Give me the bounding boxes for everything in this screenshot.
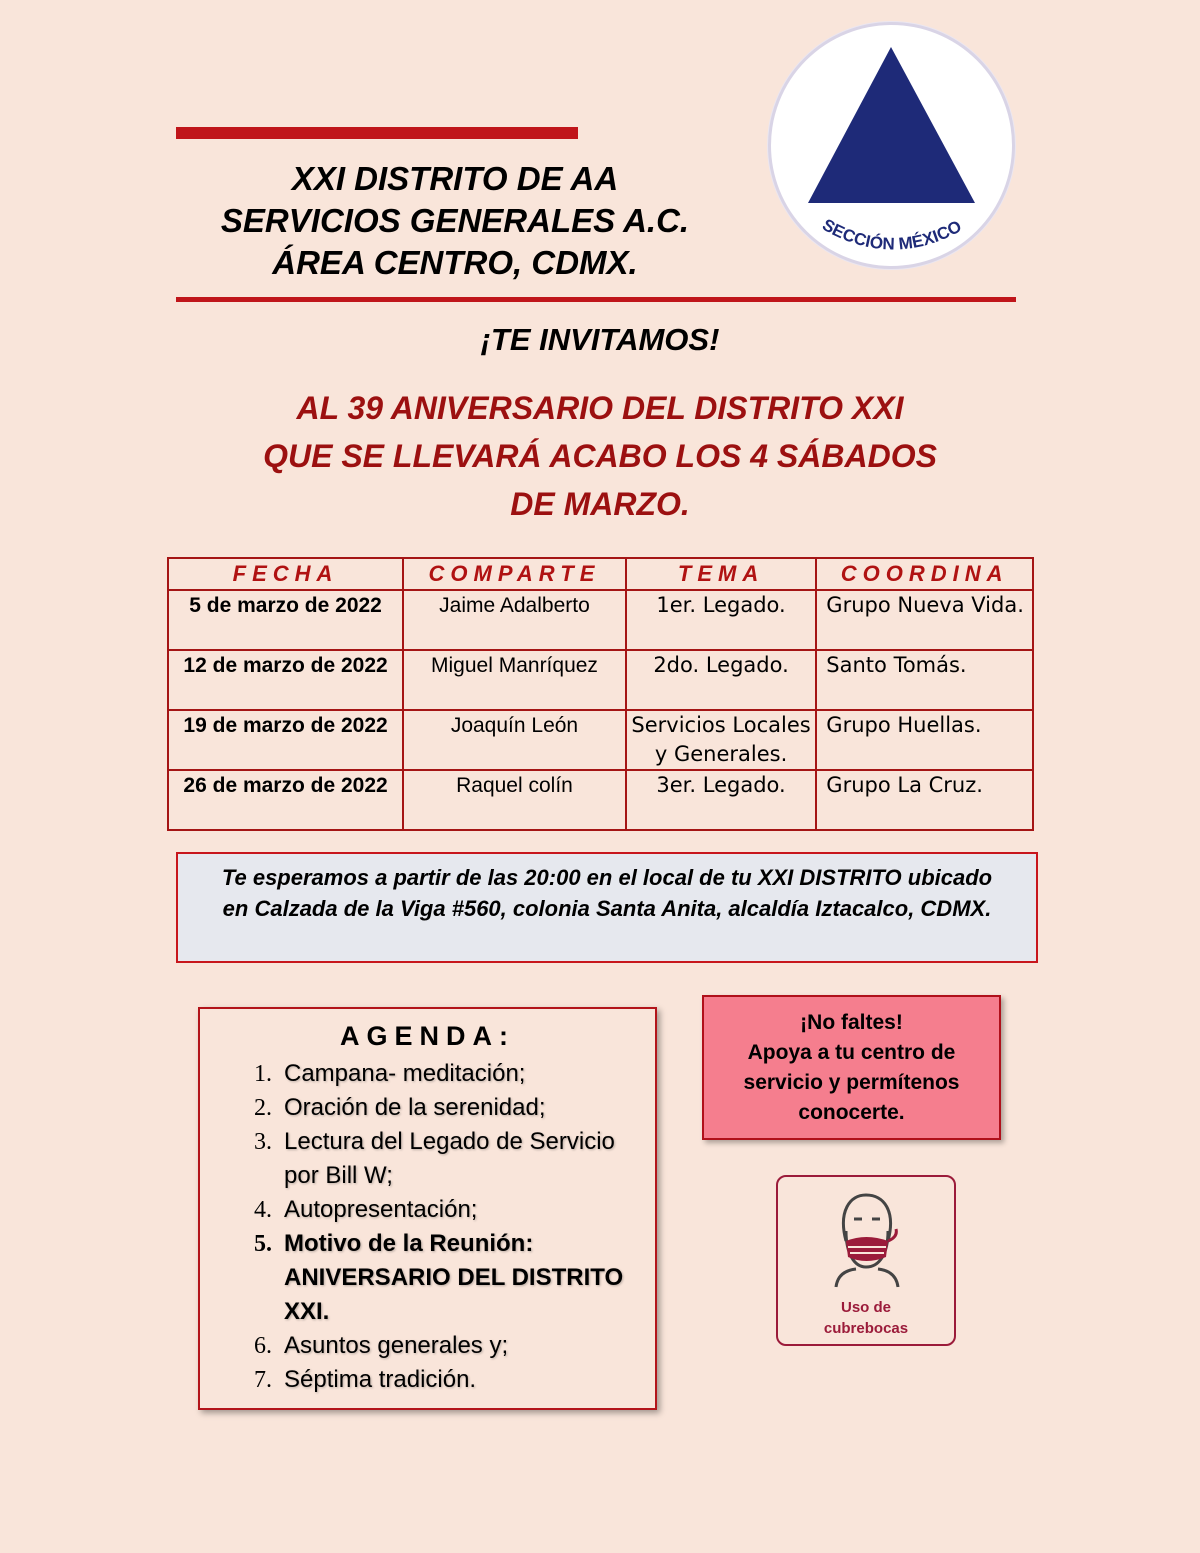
cell-fecha: 19 de marzo de 2022	[168, 710, 403, 770]
invite-title: ¡TE INVITAMOS!	[480, 322, 720, 357]
list-item: 2. Oración de la serenidad;	[254, 1094, 546, 1121]
list-item: 6. Asuntos generales y;	[254, 1332, 509, 1359]
header-coordina: COORDINA	[816, 558, 1033, 590]
face-mask-icon	[826, 1191, 908, 1291]
cell-coordina: Grupo La Cruz.	[816, 770, 1033, 830]
table-header-row	[168, 558, 1033, 590]
callout-line-3: servicio y permítenos	[743, 1071, 960, 1094]
title-line-2: SERVICIOS GENERALES A.C.	[220, 202, 690, 239]
invite-line-3: DE MARZO.	[510, 486, 690, 522]
cell-tema: 3er. Legado.	[626, 770, 816, 830]
triangle-icon	[808, 47, 975, 203]
title-line-3: ÁREA CENTRO, CDMX.	[272, 244, 638, 281]
venue-info-box: Te esperamos a partir de las 20:00 en el local de tu XXI DISTRITO ubicado en Calzada de la Viga #560, colonia Santa Anita, alcaldía Iztacalco, CDMX.	[176, 852, 1038, 963]
header-comparte: COMPARTE	[403, 558, 626, 590]
invite-body	[0, 384, 1200, 528]
table-row	[168, 650, 1033, 710]
header-fecha: FECHA	[168, 558, 403, 590]
list-item: 4. Autopresentación;	[254, 1196, 478, 1223]
list-item: 5. Motivo de la Reunión: ANIVERSARIO DEL DISTRITO XXI.	[254, 1230, 624, 1325]
district-title	[150, 158, 760, 284]
title-line-1: XXI DISTRITO DE AA	[291, 160, 619, 197]
cell-coordina: Santo Tomás.	[816, 650, 1033, 710]
cell-fecha: 12 de marzo de 2022	[168, 650, 403, 710]
schedule-table	[167, 557, 1034, 831]
table-row	[168, 770, 1033, 830]
cell-fecha: 26 de marzo de 2022	[168, 770, 403, 830]
agenda-list	[240, 1057, 640, 1397]
header-tema: TEMA	[626, 558, 816, 590]
face-mask-card	[776, 1175, 956, 1346]
cell-comparte: Jaime Adalberto	[403, 590, 626, 650]
cell-tema: Servicios Locales y Generales.	[626, 710, 816, 770]
invite-line-1: AL 39 ANIVERSARIO DEL DISTRITO XXI	[296, 390, 904, 426]
cell-tema: 1er. Legado.	[626, 590, 816, 650]
cell-fecha: 5 de marzo de 2022	[168, 590, 403, 650]
table-row	[168, 710, 1033, 770]
callout-line-1: ¡No faltes!	[800, 1011, 903, 1034]
cell-coordina: Grupo Nueva Vida.	[816, 590, 1033, 650]
middle-divider	[176, 297, 1016, 302]
logo-text: SECCIÓN MÉXICO	[819, 215, 965, 254]
agenda-box	[198, 1007, 657, 1410]
cell-comparte: Raquel colín	[403, 770, 626, 830]
cell-tema: 2do. Legado.	[626, 650, 816, 710]
invite-line-2: QUE SE LLEVARÁ ACABO LOS 4 SÁBADOS	[263, 438, 937, 474]
aa-logo	[768, 22, 1015, 269]
mask-caption: Uso de cubrebocas	[823, 1299, 909, 1337]
cell-comparte: Miguel Manríquez	[403, 650, 626, 710]
callout-line-2: Apoya a tu centro de	[747, 1041, 956, 1064]
list-item: 3. Lectura del Legado de Servicio por Bill W;	[254, 1128, 615, 1189]
list-item: 7. Séptima tradición.	[254, 1366, 477, 1393]
table-row	[168, 590, 1033, 650]
callout-line-4: conocerte.	[798, 1101, 905, 1124]
cell-comparte: Joaquín León	[403, 710, 626, 770]
list-item: 1. Campana- meditación;	[254, 1060, 526, 1087]
top-divider	[176, 127, 578, 139]
agenda-title: AGENDA:	[340, 1021, 515, 1051]
cell-coordina: Grupo Huellas.	[816, 710, 1033, 770]
no-faltes-callout	[702, 995, 1001, 1140]
